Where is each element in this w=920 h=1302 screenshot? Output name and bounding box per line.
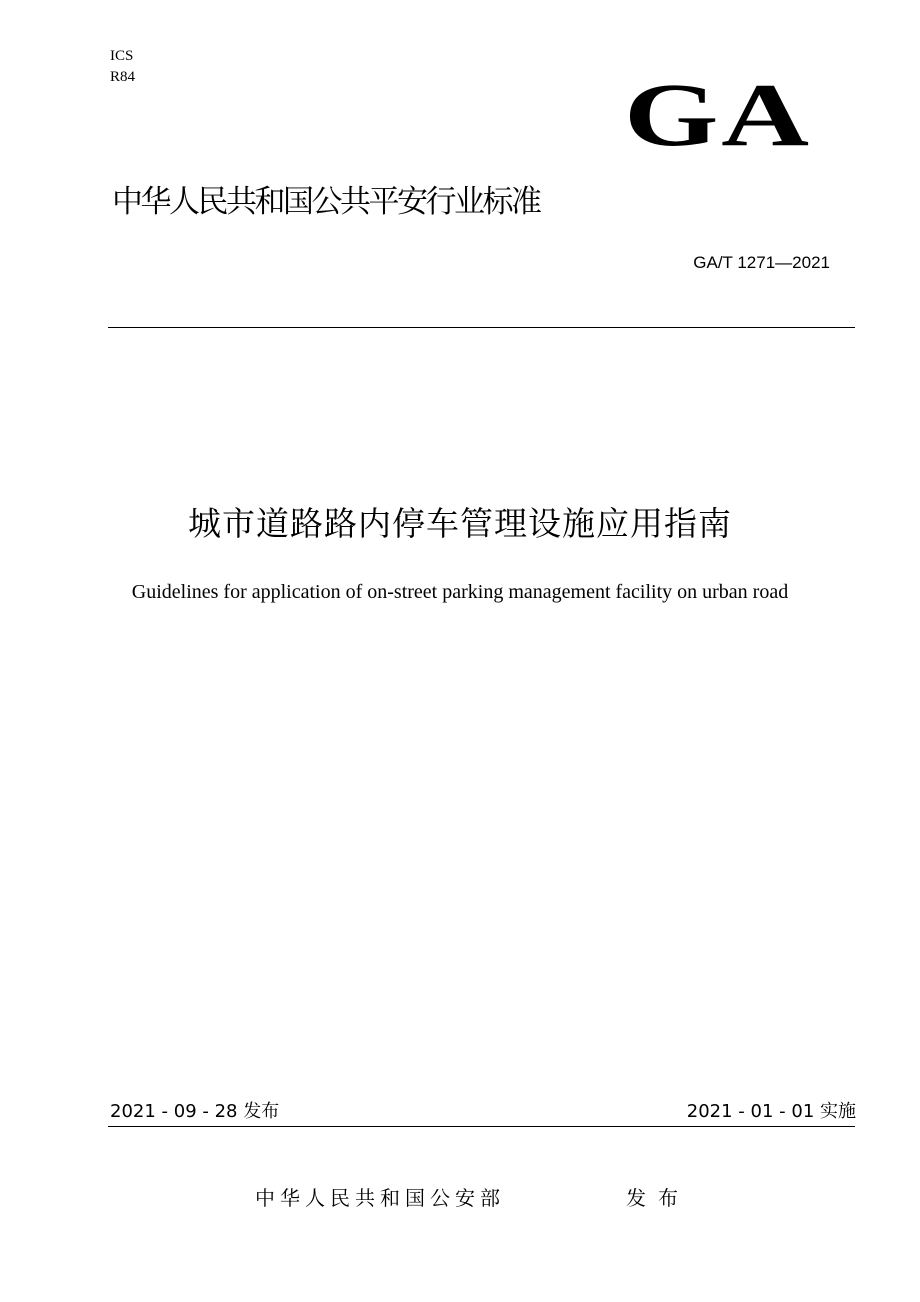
publisher-name: 中华人民共和国公安部 — [255, 1186, 505, 1210]
ga-logo-text: GA — [624, 66, 812, 165]
standard-number: GA/T 1271—2021 — [693, 253, 830, 272]
effective-date: 2021 - 01 - 01 实施 — [686, 1101, 856, 1122]
standard-category-title: 中华人民共和国公共平安行业标准 — [112, 184, 540, 220]
ics-label: ICS — [110, 48, 134, 64]
document-title-english: Guidelines for application of on-street parking management facility on urban road — [131, 581, 789, 603]
publisher-action: 发布 — [626, 1186, 690, 1210]
bottom-divider — [108, 1126, 855, 1127]
document-title-chinese: 城市道路路内停车管理设施应用指南 — [188, 504, 732, 543]
ics-classification-block — [110, 46, 135, 88]
top-divider — [108, 327, 855, 328]
classification-code: R84 — [110, 69, 136, 85]
issue-date: 2021 - 09 - 28 发布 — [110, 1101, 280, 1122]
ga-logo — [624, 66, 824, 165]
